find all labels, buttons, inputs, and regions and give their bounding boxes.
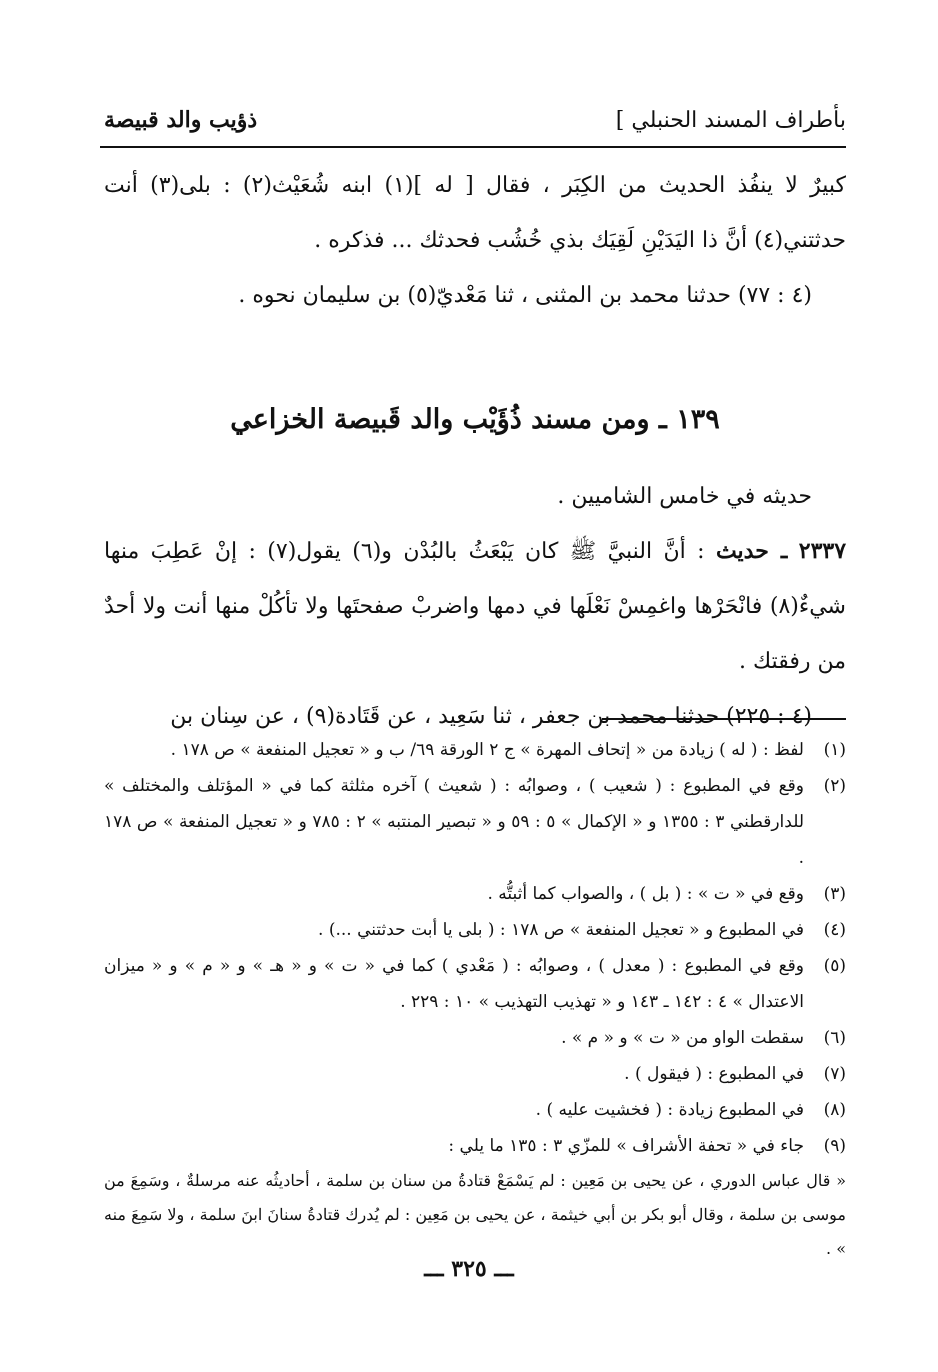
footnote-text: لفظ : ( له ) زيادة من « إتحاف المهرة » ج ٢ الورقة ٦٩/ ب و « تعجيل المنفعة » ص ١٧٨ .	[170, 740, 804, 760]
footnote-number: (٧)	[823, 1064, 846, 1084]
section-title: ١٣٩ ـ ومن مسند ذُؤَيْب والد قَبيصة الخزاعي	[230, 404, 720, 435]
footnote-text: وقع في المطبوع : ( شعيب ) ، وصوابُه : ( شعيث ) آخره مثلثة كما في « المؤتلف والمختلف » للدارقطني ٣ : ١٣٥٥ و « الإكمال » ٥ : ٥٩ و « تبصير المنتبه » ٢ : ٧٨٥ و « تعجيل المنفعة » ص ١٧٨ .	[104, 776, 804, 868]
footnote	[104, 768, 846, 876]
header-rule	[100, 146, 846, 148]
footnote	[104, 732, 846, 768]
paragraph-5: (٤ : ٢٢٥) حدثنا محمد بن جعفر ، ثنا سَعِيد ، عن قَتَادة(٩) ، عن سِنان بن	[170, 704, 812, 729]
footnote-number: (٥)	[823, 956, 846, 976]
footnotes	[104, 732, 846, 1266]
paragraph-2: (٤ : ٧٧) حدثنا محمد بن المثنى ، ثنا مَعْديّ(٥) بن سليمان نحوه .	[238, 283, 812, 308]
footnote-text: في المطبوع زيادة : ( فخشيت عليه ) .	[535, 1100, 804, 1120]
footnote-text: وقع في المطبوع : ( معدل ) ، وصوابُه : ( مَعْدي ) كما في « ت » و « هـ » و « م » و « ميزان الاعتدال » ٤ : ١٤٢ ـ ١٤٣ و « تهذيب التهذيب » ١٠ : ٢٢٩ .	[104, 956, 804, 1012]
footnote	[104, 1056, 846, 1092]
header-chapter-title: ذؤيب والد قبيصة	[104, 107, 258, 133]
paragraph-3: حديثه في خامس الشاميين .	[557, 484, 812, 509]
footnote	[104, 1020, 846, 1056]
footnote-number: (٦)	[823, 1028, 846, 1048]
footnote-text: جاء في « تحفة الأشراف » للمزّي ٣ : ١٣٥ ما يلي :	[448, 1136, 804, 1156]
hadith-label: ـ حديث	[715, 538, 788, 564]
running-header	[104, 100, 846, 140]
footnote-number: (٣)	[823, 884, 846, 904]
footnote-number: (٢)	[823, 776, 846, 796]
footnote-number: (١)	[823, 740, 846, 760]
footnote-quote: « قال عباس الدوري ، عن يحيى بن مَعِين : لم يَسْمَعْ قتادةُ من سنان بن سلمة ، أحاديثُه عنه مرسلةٌ ، وسَمِعَ من موسى بن سلمة ، وقال أبو بكر بن أبي خيثمة ، عن يحيى بن مَعِين : لم يُدرك قتادةُ سنانَ ابنَ سلمة ، ولا سَمِعَ منه » .	[104, 1171, 847, 1258]
footnote-number: (٩)	[823, 1136, 846, 1156]
footnote	[104, 876, 846, 912]
hadith-paragraph	[104, 524, 846, 689]
footnote	[104, 948, 846, 1020]
footnote-text: في المطبوع و « تعجيل المنفعة » ص ١٧٨ : ( بلى يا أبت حدثتني ...) .	[318, 920, 804, 940]
main-text	[104, 158, 846, 744]
footnote-rule	[602, 718, 846, 720]
header-book-title: بأطراف المسند الحنبلي ]	[615, 107, 846, 133]
footnote-text: وقع في « ت » : ( بل ) ، والصواب كما أثبتُّه .	[487, 884, 804, 904]
footnote-number: (٤)	[823, 920, 846, 940]
footnote-text: سقطت الواو من « ت » و « م » .	[561, 1028, 804, 1048]
page-number: ـــ ٣٢٥ ـــ	[424, 1256, 514, 1282]
footnote	[104, 912, 846, 948]
hadith-number: ٢٣٣٧	[798, 538, 847, 564]
hadith-text: : أنَّ النبيَّ ﷺ كان يَبْعَثُ بالبُدْن و(٦) يقول(٧) : إنْ عَطِبَ منها شيءٌ(٨) فانْحَرْها واغمِسْ نَعْلَها في دمها واضربْ صفحتَها ولا تأكُلْ منها أنت ولا أحدٌ من رفقتك .	[104, 539, 846, 674]
footnote	[104, 1128, 846, 1164]
footnote-number: (٨)	[823, 1100, 846, 1120]
paragraph-1: كبيرٌ لا ينفُذ الحديث من الكِبَر ، فقال [ له ](١) ابنه شُعَيْث(٢) : بلى(٣) أنت حدثتني(٤) أنَّ ذا اليَدَيْنِ لَقِيَك بذي خُشُب فحدثك ... فذكره .	[104, 173, 847, 253]
footnote	[104, 1092, 846, 1128]
footnote-text: في المطبوع : ( فيقول ) .	[624, 1064, 804, 1084]
